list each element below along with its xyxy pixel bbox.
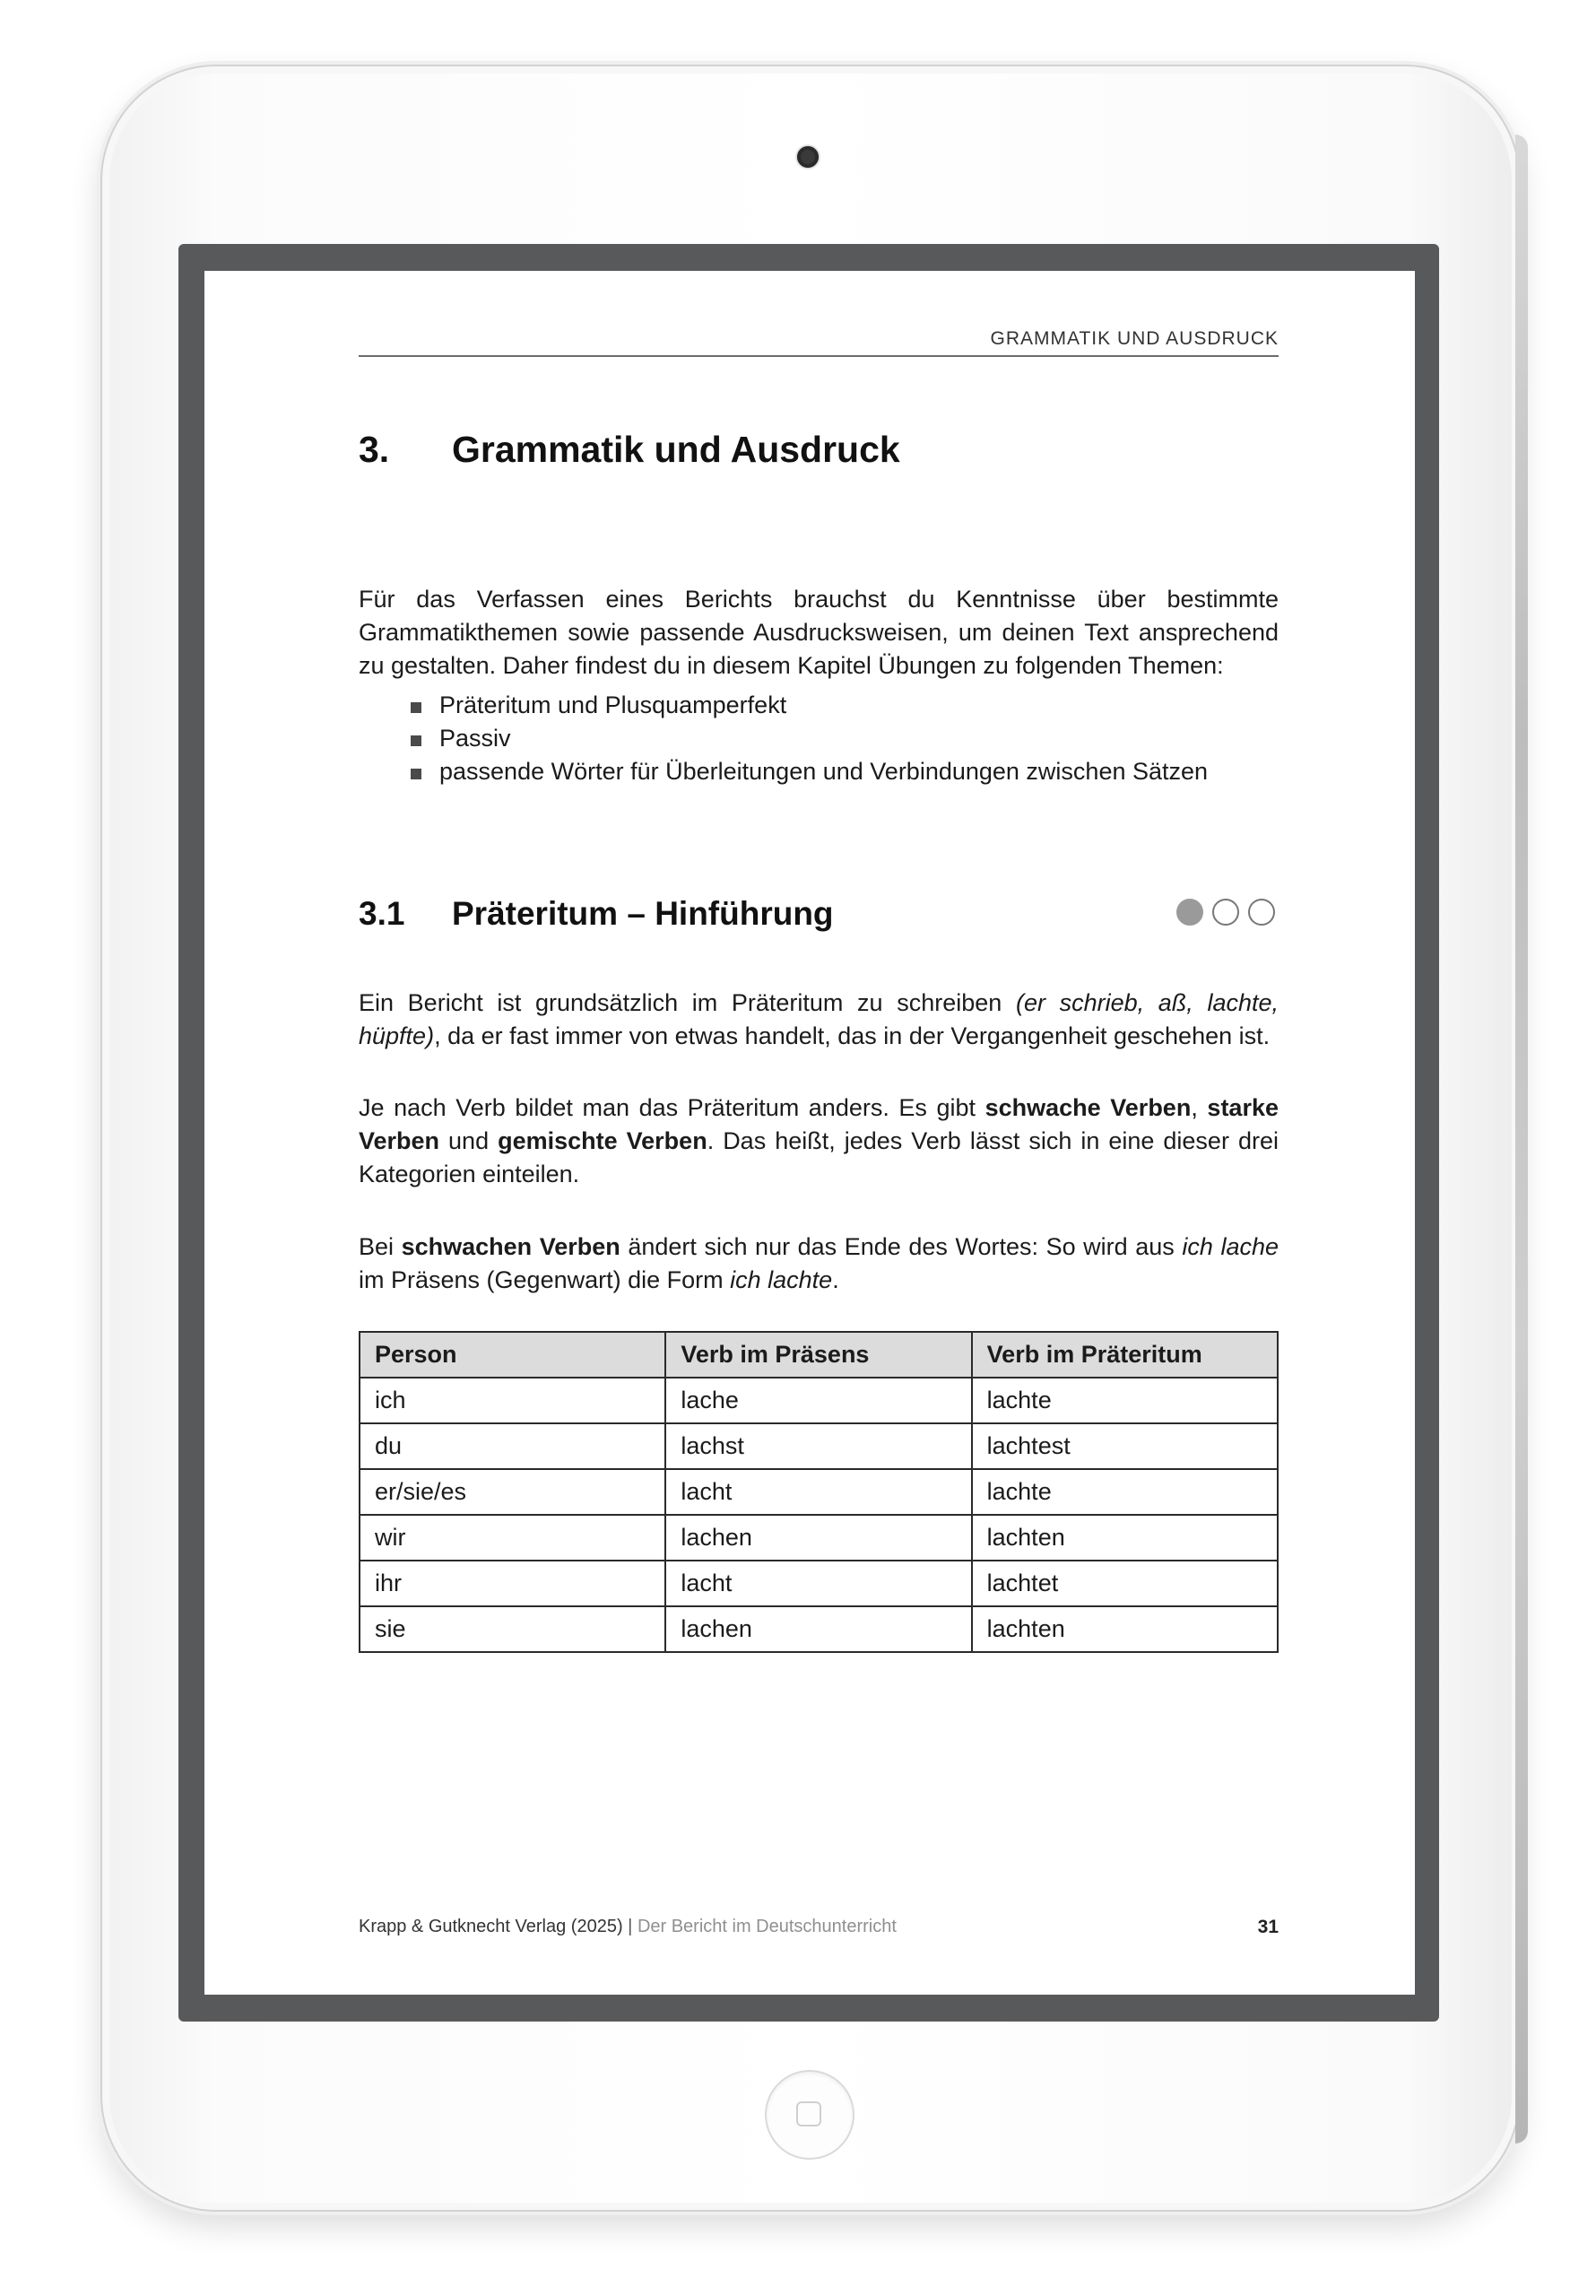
chapter-title [359, 429, 900, 471]
term-weak-verbs: schwache Verben [984, 1094, 1192, 1121]
table-cell: er/sie/es [360, 1469, 665, 1515]
table-cell: lacht [665, 1561, 971, 1606]
paragraph-weak-verbs: Bei schwachen Verben ändert sich nur das Ende des Wortes: So wird aus ich lache im Präsens (Gegenwart) die Form ich lachte. [359, 1233, 1279, 1293]
table-cell: lachen [665, 1515, 971, 1561]
present-example: ich lache [1182, 1233, 1279, 1260]
table-cell: wir [360, 1515, 665, 1561]
list-item: passende Wörter für Überleitungen und Verbindungen zwischen Sätzen [359, 755, 1279, 788]
table-cell: lachten [972, 1515, 1278, 1561]
square-bullet-icon [411, 702, 421, 713]
conjugation-table [359, 1331, 1279, 1653]
table-row [360, 1515, 1278, 1561]
difficulty-dot-icon [1212, 899, 1239, 926]
table-row [360, 1606, 1278, 1652]
difficulty-dot-icon [1248, 899, 1275, 926]
square-bullet-icon [411, 735, 421, 746]
publisher: Krapp & Gutknecht Verlag (2025) [359, 1917, 623, 1936]
table-cell: du [360, 1423, 665, 1469]
table-cell: lachen [665, 1606, 971, 1652]
column-header: Person [360, 1332, 665, 1378]
table-cell: lachtet [972, 1561, 1278, 1606]
tablet-side-edge [1515, 135, 1528, 2144]
table-cell: sie [360, 1606, 665, 1652]
home-button[interactable] [765, 2070, 854, 2160]
table-cell: lachst [665, 1423, 971, 1469]
table-row [360, 1378, 1278, 1423]
table-cell: lachtest [972, 1423, 1278, 1469]
intro-paragraph: Für das Verfassen eines Berichts brauchst du Kenntnisse über bestimmte Grammatikthemen sowie passende Ausdrucksweisen, um deinen Text ansprechend zu gestalten. Daher findest du in diesem Kapitel Übungen zu folgenden Themen: [359, 586, 1279, 679]
term-strong-verbs: starke Verben [359, 1094, 1279, 1154]
table-header-row [360, 1332, 1278, 1378]
past-example: ich lachte [730, 1266, 833, 1293]
column-header: Verb im Präsens [665, 1332, 971, 1378]
paragraph-tense: Ein Bericht ist grundsätzlich im Präteritum zu schreiben (er schrieb, aß, lachte, hüpfte), da er fast immer von etwas handelt, das in der Vergangenheit geschehen ist. [359, 989, 1279, 1049]
publication-title: Der Bericht im Deutschunterricht [637, 1917, 897, 1936]
section-title [359, 895, 834, 933]
page-number: 31 [1257, 1917, 1279, 1937]
table-row [360, 1423, 1278, 1469]
column-header: Verb im Präteritum [972, 1332, 1278, 1378]
page-footer [359, 1917, 897, 1937]
difficulty-dot-icon [1176, 899, 1203, 926]
table-cell: lacht [665, 1469, 971, 1515]
table-cell: lachte [972, 1469, 1278, 1515]
header-divider [359, 355, 1279, 357]
chapter-number: 3. [359, 429, 390, 470]
example-verbs: (er schrieb, aß, lachte, hüpfte) [359, 989, 1279, 1049]
term-mixed-verbs: gemischte Verben [498, 1127, 707, 1154]
section-title-text: Präteritum – Hinführung [452, 895, 834, 932]
term-weak-verbs: schwachen Verben [401, 1233, 620, 1260]
running-header: GRAMMATIK UND AUSDRUCK [990, 328, 1279, 349]
table-row [360, 1561, 1278, 1606]
home-square-icon [796, 2101, 821, 2126]
table-cell: lachten [972, 1606, 1278, 1652]
table-cell: ihr [360, 1561, 665, 1606]
list-item: Passiv [359, 722, 1279, 755]
square-bullet-icon [411, 769, 421, 779]
list-item: Präteritum und Plusquamperfekt [359, 689, 1279, 722]
topic-list [359, 689, 1279, 788]
table-row [360, 1469, 1278, 1515]
document-page [204, 271, 1415, 1995]
paragraph-verb-types: Je nach Verb bildet man das Präteritum anders. Es gibt schwache Verben, starke Verben und gemischte Verben. Das heißt, jedes Verb lässt sich in eine dieser drei Kategorien einteilen. [359, 1094, 1279, 1187]
chapter-title-text: Grammatik und Ausdruck [452, 429, 900, 470]
table-body [360, 1378, 1278, 1652]
table-cell: lachte [972, 1378, 1278, 1423]
difficulty-indicator [1176, 899, 1280, 929]
front-camera [797, 146, 819, 168]
table-cell: ich [360, 1378, 665, 1423]
section-number: 3.1 [359, 895, 405, 932]
footer-separator: | [622, 1917, 638, 1936]
table-cell: lache [665, 1378, 971, 1423]
